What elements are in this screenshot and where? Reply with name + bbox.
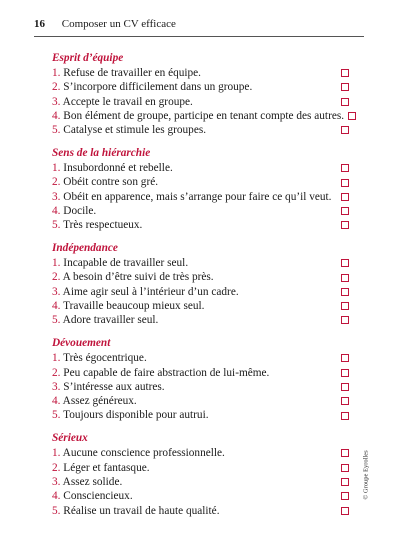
option-label xyxy=(52,218,337,232)
option-text: Incapable de travailler seul. xyxy=(60,257,189,270)
rating-option xyxy=(52,66,349,80)
option-text: Assez solide. xyxy=(60,475,123,488)
option-text: Docile. xyxy=(60,204,97,217)
option-text: Très respectueux. xyxy=(60,219,143,232)
rating-option xyxy=(52,299,349,313)
option-number: 4. xyxy=(52,109,61,122)
criteria-section xyxy=(52,241,349,327)
option-label xyxy=(52,270,337,284)
option-label xyxy=(52,80,337,94)
rating-option xyxy=(52,366,349,380)
running-head xyxy=(34,18,176,30)
criteria-section xyxy=(52,336,349,422)
option-label xyxy=(52,66,337,80)
option-number: 3. xyxy=(52,380,61,393)
checkbox[interactable] xyxy=(341,288,349,296)
option-label xyxy=(52,366,337,380)
option-text: Catalyse et stimule les groupes. xyxy=(60,124,207,137)
rating-option xyxy=(52,256,349,270)
option-number: 4. xyxy=(52,204,61,217)
option-text: Travaille beaucoup mieux seul. xyxy=(60,300,205,313)
checkbox[interactable] xyxy=(341,179,349,187)
option-text: Aucune conscience professionnelle. xyxy=(60,447,225,460)
rating-option xyxy=(52,351,349,365)
criteria-section xyxy=(52,431,349,517)
rating-option xyxy=(52,504,349,518)
rating-option xyxy=(52,461,349,475)
option-label xyxy=(52,489,337,503)
checkbox[interactable] xyxy=(341,164,349,172)
section-title: Dévouement xyxy=(52,337,111,350)
rating-option xyxy=(52,380,349,394)
rating-option xyxy=(52,446,349,460)
checkbox[interactable] xyxy=(341,193,349,201)
option-text: Adore travailler seul. xyxy=(60,314,159,327)
checkbox[interactable] xyxy=(341,383,349,391)
rating-option xyxy=(52,475,349,489)
option-label xyxy=(52,351,337,365)
checkbox[interactable] xyxy=(341,259,349,267)
option-label xyxy=(52,446,337,460)
option-text: Peu capable de faire abstraction de lui-même. xyxy=(60,366,270,379)
checkbox[interactable] xyxy=(341,464,349,472)
option-number: 3. xyxy=(52,190,61,203)
option-number: 1. xyxy=(52,257,61,270)
checkbox[interactable] xyxy=(341,354,349,362)
option-number: 1. xyxy=(52,67,61,79)
checkbox[interactable] xyxy=(341,316,349,324)
header-rule xyxy=(34,36,364,37)
section-title: Sérieux xyxy=(52,432,88,445)
option-text: Réalise un travail de haute qualité. xyxy=(60,504,220,517)
checkbox[interactable] xyxy=(341,126,349,134)
option-number: 2. xyxy=(52,271,61,284)
option-label xyxy=(52,109,344,123)
option-label xyxy=(52,123,337,137)
rating-option xyxy=(52,313,349,327)
page-number: 16 xyxy=(34,18,45,30)
option-number: 5. xyxy=(52,504,61,517)
option-text: Assez généreux. xyxy=(60,395,137,408)
checkbox[interactable] xyxy=(341,98,349,106)
option-number: 2. xyxy=(52,366,61,379)
checkbox[interactable] xyxy=(341,478,349,486)
option-label xyxy=(52,204,337,218)
option-number: 5. xyxy=(52,314,61,327)
option-number: 4. xyxy=(52,395,61,408)
option-label xyxy=(52,461,337,475)
criteria-section xyxy=(52,146,349,232)
rating-option xyxy=(52,285,349,299)
option-number: 2. xyxy=(52,176,61,189)
option-label xyxy=(52,161,337,175)
checkbox[interactable] xyxy=(341,221,349,229)
section-title: Esprit d’équipe xyxy=(52,52,124,64)
option-number: 4. xyxy=(52,300,61,313)
option-number: 3. xyxy=(52,95,61,108)
checkbox[interactable] xyxy=(341,274,349,282)
criteria-section xyxy=(52,51,349,137)
copyright-text: © Groupe Eyrolles xyxy=(362,450,370,500)
rating-option xyxy=(52,109,349,123)
option-label xyxy=(52,256,337,270)
option-label xyxy=(52,285,337,299)
option-label xyxy=(52,190,337,204)
rating-option xyxy=(52,190,349,204)
rating-option xyxy=(52,95,349,109)
rating-option xyxy=(52,218,349,232)
checkbox[interactable] xyxy=(341,449,349,457)
option-number: 3. xyxy=(52,475,61,488)
option-text: A besoin d’être suivi de très près. xyxy=(60,271,214,284)
option-text: S’incorpore difficilement dans un groupe. xyxy=(60,81,253,94)
checkbox[interactable] xyxy=(341,492,349,500)
option-label xyxy=(52,95,337,109)
rating-option xyxy=(52,489,349,503)
running-title: Composer un CV efficace xyxy=(61,18,176,30)
questionnaire xyxy=(52,51,349,526)
option-text: Insubordonné et rebelle. xyxy=(60,162,173,175)
checkbox[interactable] xyxy=(341,83,349,91)
checkbox[interactable] xyxy=(341,69,349,77)
option-label xyxy=(52,504,337,518)
option-text: Bon élément de groupe, participe en tenant compte des autres. xyxy=(60,109,345,122)
rating-option xyxy=(52,123,349,137)
option-number: 2. xyxy=(52,81,61,94)
rating-option xyxy=(52,394,349,408)
rating-option xyxy=(52,270,349,284)
option-label xyxy=(52,475,337,489)
checkbox[interactable] xyxy=(341,412,349,420)
rating-option xyxy=(52,161,349,175)
option-label xyxy=(52,299,337,313)
option-text: Aime agir seul à l’intérieur d’un cadre. xyxy=(60,285,239,298)
checkbox[interactable] xyxy=(341,302,349,310)
option-text: Toujours disponible pour autrui. xyxy=(60,409,209,422)
rating-option xyxy=(52,80,349,94)
option-text: Très égocentrique. xyxy=(60,352,147,365)
option-number: 1. xyxy=(52,447,61,460)
option-number: 5. xyxy=(52,409,61,422)
checkbox[interactable] xyxy=(341,369,349,377)
option-text: Refuse de travailler en équipe. xyxy=(60,67,202,79)
option-label xyxy=(52,380,337,394)
checkbox[interactable] xyxy=(341,207,349,215)
option-number: 1. xyxy=(52,352,61,365)
option-number: 4. xyxy=(52,490,61,503)
section-title: Sens de la hiérarchie xyxy=(52,147,151,160)
checkbox[interactable] xyxy=(348,112,356,120)
option-number: 3. xyxy=(52,285,61,298)
option-number: 5. xyxy=(52,219,61,232)
checkbox[interactable] xyxy=(341,397,349,405)
rating-option xyxy=(52,408,349,422)
option-number: 2. xyxy=(52,461,61,474)
option-text: Obéit contre son gré. xyxy=(60,176,159,189)
option-text: Accepte le travail en groupe. xyxy=(60,95,193,108)
option-text: Obéit en apparence, mais s’arrange pour faire ce qu’il veut. xyxy=(60,190,332,203)
option-label xyxy=(52,394,337,408)
section-title: Indépendance xyxy=(52,242,118,255)
checkbox[interactable] xyxy=(341,507,349,515)
option-label xyxy=(52,313,337,327)
option-text: S’intéresse aux autres. xyxy=(60,380,165,393)
rating-option xyxy=(52,175,349,189)
rating-option xyxy=(52,204,349,218)
copyright-notice xyxy=(360,425,372,525)
option-label xyxy=(52,408,337,422)
option-text: Léger et fantasque. xyxy=(60,461,150,474)
option-label xyxy=(52,175,337,189)
option-number: 1. xyxy=(52,162,61,175)
option-number: 5. xyxy=(52,124,61,137)
option-text: Consciencieux. xyxy=(60,490,133,503)
